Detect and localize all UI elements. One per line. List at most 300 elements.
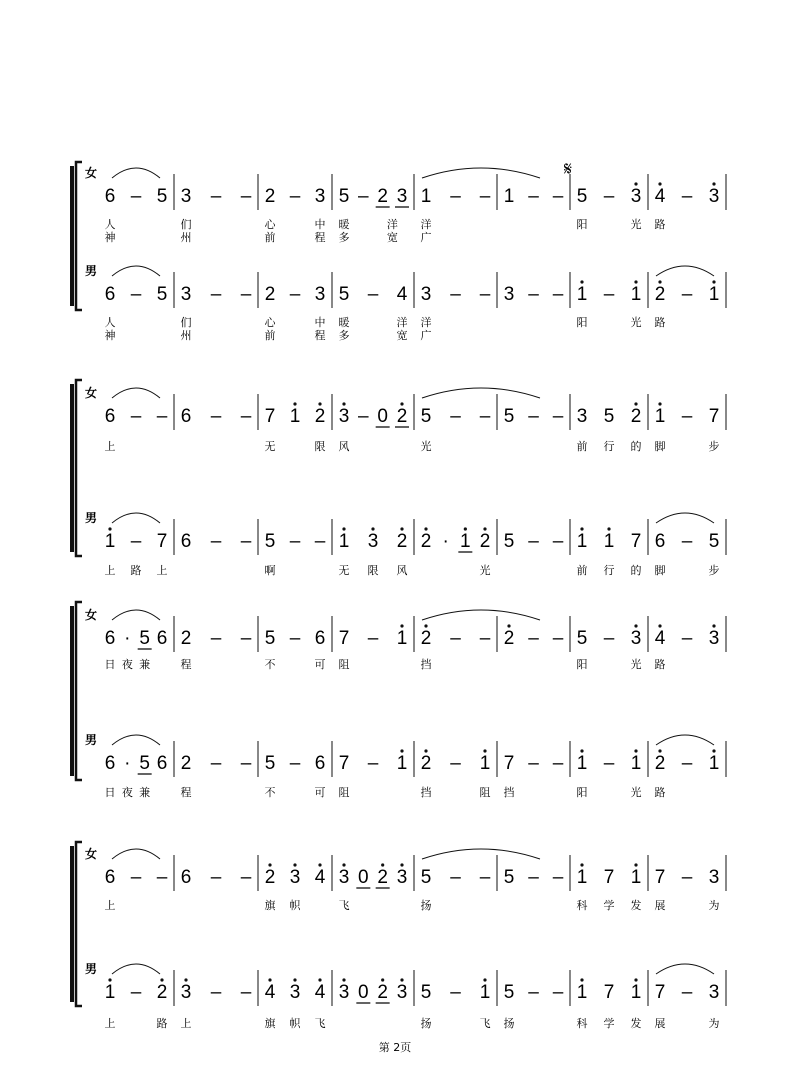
lyric: 宽 [396, 329, 408, 342]
high-octave-dot [318, 978, 321, 981]
lyric: 宽 [386, 231, 398, 244]
tie-slur [422, 610, 540, 620]
lyric: 限 [314, 440, 326, 453]
lyric: 心 [264, 316, 276, 329]
lyric: 日 [104, 658, 116, 671]
note: – [528, 531, 539, 552]
note: – [528, 186, 539, 207]
high-octave-dot [483, 978, 486, 981]
high-octave-dot [342, 863, 345, 866]
high-octave-dot [658, 402, 661, 405]
lyric: 帜 [289, 899, 301, 912]
high-octave-dot [184, 978, 187, 981]
lyric: 上 [156, 564, 168, 577]
note: 4 [654, 628, 666, 649]
lyric: 前 [264, 231, 276, 244]
note: – [603, 753, 615, 774]
note: – [450, 186, 461, 207]
lyric: 为 [708, 1017, 720, 1030]
note: 7 [603, 982, 615, 1003]
note: 7 [338, 628, 350, 649]
high-octave-dot [293, 978, 296, 981]
page-number: 第 2页 [378, 1041, 412, 1054]
voice-label-male: 男 [85, 511, 98, 525]
high-octave-dot [400, 402, 403, 405]
high-octave-dot [424, 624, 427, 627]
tie-slur [112, 849, 160, 859]
note: 5 [156, 186, 168, 207]
note: 0 [358, 867, 369, 888]
system-bracket [76, 602, 82, 780]
note: 2 [377, 982, 388, 1003]
note: 0 [358, 982, 369, 1003]
lyric: 光 [630, 658, 642, 671]
note: – [479, 628, 491, 649]
note: – [681, 628, 693, 649]
note: 7 [654, 867, 666, 888]
lyric: 洋 [420, 218, 432, 231]
tie-slur [112, 964, 160, 974]
note: 6 [104, 628, 116, 649]
tie-slur [112, 735, 160, 745]
note: – [240, 531, 252, 552]
note: – [358, 406, 369, 427]
lyric: 飞 [314, 1017, 326, 1030]
note: 2 [264, 186, 276, 207]
high-octave-dot [400, 527, 403, 530]
note: 2 [479, 531, 491, 552]
score-system [72, 380, 726, 577]
high-octave-dot [580, 749, 583, 752]
note: 5 [503, 982, 515, 1003]
tie-slur [112, 610, 160, 620]
note: 6 [180, 531, 192, 552]
high-octave-dot [381, 863, 384, 866]
lyric: 中 [314, 316, 326, 329]
note: – [681, 982, 693, 1003]
note: 3 [314, 284, 326, 305]
note: 1 [654, 406, 666, 427]
tie-slur [112, 513, 160, 523]
high-octave-dot [712, 749, 715, 752]
lyric: 程 [314, 231, 326, 244]
note: – [240, 753, 252, 774]
note: – [552, 867, 564, 888]
lyric: 阻 [338, 658, 350, 671]
lyric: 展 [654, 1017, 666, 1030]
high-octave-dot [580, 280, 583, 283]
lyric: 的 [630, 440, 642, 453]
note: 1 [338, 531, 350, 552]
high-octave-dot [371, 527, 374, 530]
note: – [130, 406, 142, 427]
note: 3 [396, 982, 408, 1003]
tie-slur [112, 168, 160, 178]
note: 2 [377, 867, 388, 888]
note: – [552, 753, 564, 774]
high-octave-dot [268, 978, 271, 981]
lyric: 阻 [479, 786, 491, 799]
note: 1 [630, 982, 642, 1003]
note: 6 [180, 406, 192, 427]
note: 1 [630, 284, 642, 305]
note: – [210, 867, 222, 888]
note: – [603, 186, 615, 207]
note: – [289, 284, 301, 305]
lyric: 阳 [576, 658, 588, 671]
note: – [552, 628, 564, 649]
note: 2 [156, 982, 168, 1003]
high-octave-dot [424, 527, 427, 530]
note: 1 [630, 753, 642, 774]
note: – [479, 867, 491, 888]
note: 1 [603, 531, 615, 552]
lyric: 扬 [420, 899, 432, 912]
high-octave-dot [293, 402, 296, 405]
note: – [240, 284, 252, 305]
high-octave-dot [318, 402, 321, 405]
note: 3 [708, 982, 720, 1003]
note: · [124, 753, 131, 774]
voice-label-male: 男 [85, 264, 98, 278]
lyric: 挡 [503, 786, 515, 799]
note: 7 [503, 753, 515, 774]
note: 2 [420, 628, 432, 649]
lyric: 行 [603, 440, 615, 453]
note: – [450, 867, 461, 888]
note: 1 [420, 186, 432, 207]
lyric: 路 [156, 1017, 168, 1030]
note: 3 [708, 867, 720, 888]
note: – [479, 186, 491, 207]
lyric: 啊 [264, 564, 276, 577]
note: 5 [264, 531, 276, 552]
lyric: 兼 [139, 658, 151, 671]
tie-slur [422, 849, 540, 859]
note: – [603, 628, 615, 649]
note: – [130, 982, 142, 1003]
high-octave-dot [268, 863, 271, 866]
lyric: 人 [104, 316, 116, 329]
high-octave-dot [424, 749, 427, 752]
note: 5 [420, 867, 432, 888]
note: 5 [139, 628, 150, 649]
note: – [240, 867, 252, 888]
lyric: 飞 [479, 1017, 491, 1030]
note: 6 [314, 628, 326, 649]
note: 6 [654, 531, 666, 552]
note: – [210, 531, 222, 552]
note: – [603, 284, 615, 305]
lyric: 阳 [576, 218, 588, 231]
high-octave-dot [658, 280, 661, 283]
note: – [130, 867, 142, 888]
high-octave-dot [634, 863, 637, 866]
note: – [210, 753, 222, 774]
note: – [479, 284, 491, 305]
segno-icon: 𝄋 [563, 159, 573, 180]
note: 1 [503, 186, 515, 207]
high-octave-dot [580, 863, 583, 866]
note: 5 [503, 867, 515, 888]
note: 2 [180, 628, 192, 649]
note: – [681, 406, 693, 427]
lyric: 路 [130, 564, 142, 577]
note: 7 [156, 531, 168, 552]
high-octave-dot [634, 749, 637, 752]
lyric: 广 [420, 231, 432, 244]
tie-slur [112, 266, 160, 276]
note: 2 [314, 406, 326, 427]
lyric: 挡 [420, 658, 432, 671]
lyric: 程 [180, 786, 192, 799]
note: 3 [338, 406, 350, 427]
voice-label-female: 女 [85, 386, 98, 400]
high-octave-dot [507, 624, 510, 627]
note: 5 [503, 406, 515, 427]
note: 3 [338, 982, 350, 1003]
high-octave-dot [658, 624, 661, 627]
note: 1 [396, 628, 408, 649]
high-octave-dot [483, 527, 486, 530]
lyric: 人 [104, 218, 116, 231]
note: – [130, 531, 142, 552]
lyric: 阻 [338, 786, 350, 799]
note: 2 [654, 753, 666, 774]
high-octave-dot [658, 749, 661, 752]
note: 6 [156, 753, 168, 774]
lyric: 挡 [420, 786, 432, 799]
lyric: 中 [314, 218, 326, 231]
lyric: 脚 [654, 564, 666, 577]
note: 3 [338, 867, 350, 888]
lyric: 不 [264, 786, 276, 799]
high-octave-dot [381, 978, 384, 981]
note: – [552, 406, 564, 427]
note: – [528, 406, 539, 427]
lyric: 路 [654, 218, 666, 231]
high-octave-dot [634, 182, 637, 185]
note: · [124, 628, 131, 649]
lyric: 科 [576, 1017, 588, 1030]
high-octave-dot [580, 527, 583, 530]
lyric: 夜 [121, 658, 133, 671]
note: 2 [264, 284, 276, 305]
note: 5 [576, 186, 588, 207]
tie-slur [656, 735, 714, 745]
lyric: 路 [654, 658, 666, 671]
note: 1 [708, 753, 720, 774]
note: – [552, 284, 564, 305]
note: 1 [289, 406, 301, 427]
note: – [358, 186, 369, 207]
note: – [314, 531, 326, 552]
lyric: 兼 [139, 786, 151, 799]
note: 3 [180, 982, 192, 1003]
note: – [552, 186, 564, 207]
high-octave-dot [293, 863, 296, 866]
system-bracket [76, 842, 82, 1006]
lyric: 日 [104, 786, 116, 799]
note: – [240, 982, 252, 1003]
high-octave-dot [400, 863, 403, 866]
voice-label-male: 男 [85, 962, 98, 976]
note: 1 [104, 531, 116, 552]
note: 4 [654, 186, 666, 207]
note: 5 [139, 753, 150, 774]
lyric: 步 [708, 564, 720, 577]
note: 2 [503, 628, 515, 649]
system-bracket [76, 162, 82, 310]
lyric: 上 [180, 1017, 192, 1030]
note: – [528, 284, 539, 305]
note: 1 [630, 867, 642, 888]
high-octave-dot [634, 402, 637, 405]
note: 6 [104, 753, 116, 774]
note: 2 [396, 406, 408, 427]
lyric: 风 [396, 564, 408, 577]
lyric: 扬 [503, 1017, 515, 1030]
note: – [289, 186, 301, 207]
note: – [450, 982, 461, 1003]
lyric: 旗 [264, 899, 276, 912]
note: 1 [576, 982, 588, 1003]
high-octave-dot [342, 527, 345, 530]
note: – [210, 982, 222, 1003]
lyric: 帜 [289, 1017, 301, 1030]
note: – [528, 867, 539, 888]
note: 3 [630, 628, 642, 649]
lyric: 州 [180, 231, 192, 244]
lyric: 行 [603, 564, 615, 577]
note: – [681, 531, 693, 552]
high-octave-dot [108, 978, 111, 981]
lyric: 扬 [420, 1017, 432, 1030]
lyric: 上 [104, 899, 116, 912]
note: – [367, 753, 379, 774]
lyric: 前 [264, 329, 276, 342]
note: 6 [104, 867, 116, 888]
note: 4 [314, 867, 326, 888]
note: 3 [420, 284, 432, 305]
lyric: 上 [104, 440, 116, 453]
note: 3 [630, 186, 642, 207]
lyric: 展 [654, 899, 666, 912]
note: 3 [289, 982, 301, 1003]
lyric: 旗 [264, 1017, 276, 1030]
voice-label-female: 女 [85, 166, 98, 180]
lyric: 路 [654, 316, 666, 329]
note: 5 [603, 406, 615, 427]
note: – [240, 628, 252, 649]
lyric: 路 [654, 786, 666, 799]
lyric: 州 [180, 329, 192, 342]
lyric: 暖 [338, 316, 350, 329]
lyric: 心 [264, 218, 276, 231]
note: – [479, 406, 491, 427]
high-octave-dot [483, 749, 486, 752]
note: 5 [708, 531, 720, 552]
high-octave-dot [580, 978, 583, 981]
lyric: 阳 [576, 316, 588, 329]
lyric: 学 [603, 1017, 615, 1030]
lyric: 光 [630, 218, 642, 231]
note: 6 [156, 628, 168, 649]
note: 3 [396, 186, 408, 207]
note: 5 [420, 982, 432, 1003]
tie-slur [112, 388, 160, 398]
lyric: 洋 [386, 218, 398, 231]
note: 3 [503, 284, 515, 305]
lyric: 的 [630, 564, 642, 577]
lyric: 洋 [396, 316, 408, 329]
lyric: 程 [180, 658, 192, 671]
note: 0 [377, 406, 388, 427]
lyric: 飞 [338, 899, 350, 912]
note: 4 [264, 982, 276, 1003]
lyric: 为 [708, 899, 720, 912]
note: 2 [420, 531, 432, 552]
voice-label-male: 男 [85, 733, 98, 747]
note: 3 [180, 186, 192, 207]
note: – [450, 753, 461, 774]
tie-slur [656, 513, 714, 523]
lyric: 暖 [338, 218, 350, 231]
lyric: 上 [104, 1017, 116, 1030]
note: 2 [630, 406, 642, 427]
note: 4 [396, 284, 408, 305]
note: 5 [156, 284, 168, 305]
lyric: 多 [338, 231, 350, 244]
lyric: 无 [264, 440, 276, 453]
note: 2 [180, 753, 192, 774]
note: – [130, 284, 142, 305]
note: – [681, 753, 693, 774]
note: 1 [104, 982, 116, 1003]
note: 3 [367, 531, 379, 552]
lyric: 广 [420, 329, 432, 342]
high-octave-dot [400, 978, 403, 981]
lyric: 光 [420, 440, 432, 453]
lyric: 光 [630, 316, 642, 329]
lyric: 前 [576, 564, 588, 577]
high-octave-dot [634, 280, 637, 283]
note: – [156, 406, 168, 427]
note: 5 [338, 186, 350, 207]
lyric: 可 [314, 658, 326, 671]
note: – [450, 284, 461, 305]
note: 2 [264, 867, 276, 888]
lyric: 步 [708, 440, 720, 453]
lyric: 上 [104, 564, 116, 577]
note: 3 [708, 186, 720, 207]
lyric: 阳 [576, 786, 588, 799]
note: – [156, 867, 168, 888]
note: 1 [576, 531, 588, 552]
note: 3 [396, 867, 408, 888]
high-octave-dot [712, 624, 715, 627]
lyric: 们 [180, 316, 192, 329]
note: 7 [654, 982, 666, 1003]
note: 7 [630, 531, 642, 552]
tie-slur [656, 964, 714, 974]
lyric: 光 [479, 564, 491, 577]
note: – [450, 628, 461, 649]
score-system [72, 162, 726, 342]
note: – [210, 284, 222, 305]
high-octave-dot [634, 978, 637, 981]
lyric: 科 [576, 899, 588, 912]
